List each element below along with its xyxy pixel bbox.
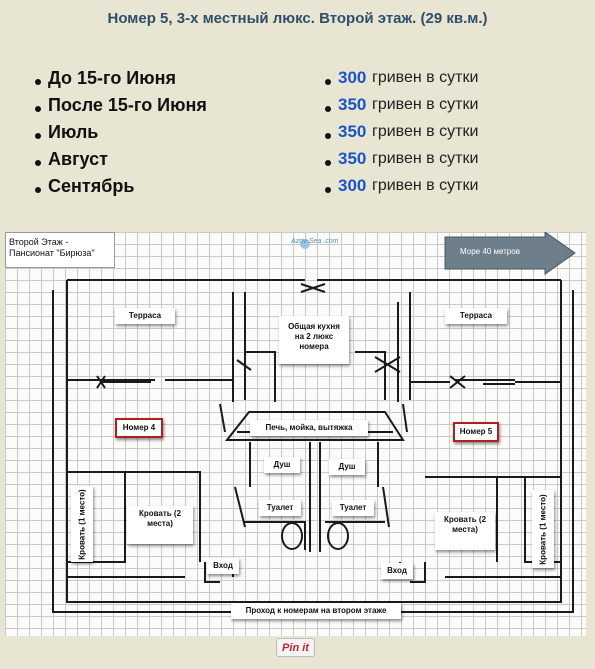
price-value: 350	[338, 122, 367, 141]
price-value: 300	[338, 68, 367, 87]
shower-right-label: Душ	[329, 459, 365, 475]
bed-single-left-text: Кровать (1 место)	[77, 488, 87, 560]
kitchen-label: Общая кухня на 2 люкс номера	[279, 316, 349, 364]
price-period: После 15-го Июня	[48, 95, 207, 115]
price-row	[0, 122, 595, 149]
toilet-right-label: Туалет	[332, 500, 374, 516]
price-row	[0, 95, 595, 122]
bullet	[325, 79, 331, 85]
bed-single-right-label	[532, 490, 554, 568]
bed-double-right-label: Кровать (2 места)	[435, 512, 495, 550]
bullet	[35, 160, 41, 166]
price-period: Август	[48, 149, 108, 169]
bed-single-right-text: Кровать (1 место)	[538, 493, 548, 565]
plan-corner-label: Второй Этаж - Пансионат "Бирюза"	[5, 232, 115, 268]
floor-plan-image	[5, 232, 586, 636]
bullet	[325, 187, 331, 193]
sea-distance-label: Море 40 метров	[460, 247, 520, 256]
page-title: Номер 5, 3-х местный люкс. Второй этаж. (29 кв.м.)	[107, 10, 488, 27]
price-row	[0, 149, 595, 176]
price-period: До 15-го Июня	[48, 68, 176, 88]
terrace-left-label: Терраса	[115, 308, 175, 324]
price-row	[0, 68, 595, 95]
bullet	[325, 106, 331, 112]
price-period: Сентябрь	[48, 176, 135, 196]
price-value: 350	[338, 149, 367, 168]
price-row	[0, 176, 595, 203]
price-unit: гривен в сутки	[372, 69, 479, 86]
price-unit: гривен в сутки	[372, 177, 479, 194]
price-unit: гривен в сутки	[372, 123, 479, 140]
bullet	[35, 187, 41, 193]
toilet-left-label: Туалет	[259, 500, 301, 516]
pin-it-button[interactable]: Pin it	[276, 638, 315, 657]
bullet	[35, 133, 41, 139]
shower-left-label: Душ	[264, 457, 300, 473]
bullet	[325, 160, 331, 166]
entrance-left-label: Вход	[207, 558, 239, 574]
room-5-label: Номер 5	[453, 422, 499, 442]
room-4-label: Номер 4	[115, 418, 163, 438]
bullet	[325, 133, 331, 139]
price-value: 300	[338, 176, 367, 195]
price-period: Июль	[48, 122, 99, 142]
bed-single-left-label	[71, 486, 93, 562]
bed-double-left-label: Кровать (2 места)	[127, 506, 193, 544]
site-logo: Azov-Sea .com	[291, 238, 339, 245]
bullet	[35, 106, 41, 112]
price-value: 350	[338, 95, 367, 114]
price-unit: гривен в сутки	[372, 150, 479, 167]
bullet	[35, 79, 41, 85]
price-unit: гривен в сутки	[372, 96, 479, 113]
corridor-label: Проход к номерам на втором этаже	[231, 603, 401, 619]
terrace-right-label: Терраса	[445, 308, 507, 324]
stove-label: Печь, мойка, вытяжка	[250, 420, 368, 436]
entrance-right-label: Вход	[381, 563, 413, 579]
